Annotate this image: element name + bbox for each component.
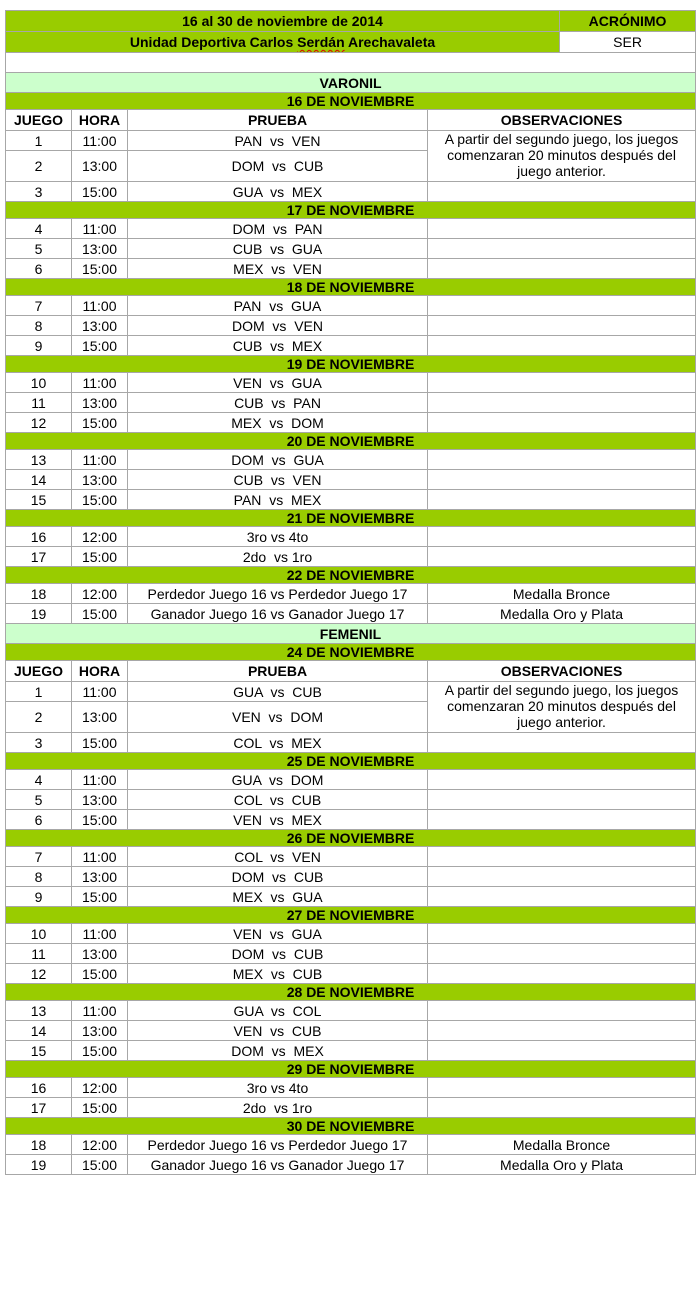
game-number: 14 bbox=[6, 1021, 72, 1041]
game-note bbox=[428, 1078, 696, 1098]
table-row bbox=[6, 239, 696, 259]
game-matchup: VEN vs DOM bbox=[128, 702, 428, 733]
game-note: Medalla Bronce bbox=[428, 584, 696, 604]
game-time: 15:00 bbox=[72, 336, 128, 356]
game-number: 11 bbox=[6, 944, 72, 964]
day-header-row bbox=[6, 984, 696, 1001]
game-number: 11 bbox=[6, 393, 72, 413]
blank-cell bbox=[6, 53, 696, 73]
column-header-notes: OBSERVACIONES bbox=[428, 110, 696, 131]
femenil-section-title: FEMENIL bbox=[6, 624, 696, 644]
game-number: 7 bbox=[6, 296, 72, 316]
game-note bbox=[428, 964, 696, 984]
table-row bbox=[6, 790, 696, 810]
table-row bbox=[6, 924, 696, 944]
game-matchup: 2do vs 1ro bbox=[128, 547, 428, 567]
game-time: 15:00 bbox=[72, 259, 128, 279]
day-header: 16 DE NOVIEMBRE bbox=[6, 93, 696, 110]
game-matchup: VEN vs CUB bbox=[128, 1021, 428, 1041]
game-time: 15:00 bbox=[72, 413, 128, 433]
game-matchup: 2do vs 1ro bbox=[128, 1098, 428, 1118]
game-matchup: CUB vs VEN bbox=[128, 470, 428, 490]
day-header: 18 DE NOVIEMBRE bbox=[6, 279, 696, 296]
game-time: 15:00 bbox=[72, 810, 128, 830]
game-number: 15 bbox=[6, 1041, 72, 1061]
game-matchup: DOM vs CUB bbox=[128, 151, 428, 182]
game-note: A partir del segundo juego, los juegos comenzaran 20 minutos después del juego anterior. bbox=[428, 131, 696, 182]
table-row bbox=[6, 259, 696, 279]
day-header: 17 DE NOVIEMBRE bbox=[6, 202, 696, 219]
game-matchup: PAN vs GUA bbox=[128, 296, 428, 316]
table-row bbox=[6, 867, 696, 887]
empty-note-cell bbox=[428, 733, 696, 753]
game-matchup: VEN vs GUA bbox=[128, 924, 428, 944]
game-time: 11:00 bbox=[72, 373, 128, 393]
venue-suffix: Arechavaleta bbox=[344, 34, 436, 50]
game-number: 15 bbox=[6, 490, 72, 510]
schedule-sheet bbox=[5, 10, 695, 1175]
game-note bbox=[428, 316, 696, 336]
table-row bbox=[6, 584, 696, 604]
game-matchup: MEX vs CUB bbox=[128, 964, 428, 984]
game-matchup: GUA vs CUB bbox=[128, 682, 428, 702]
game-number: 1 bbox=[6, 682, 72, 702]
table-row bbox=[6, 887, 696, 907]
column-header-game: JUEGO bbox=[6, 110, 72, 131]
game-number: 2 bbox=[6, 151, 72, 182]
game-note bbox=[428, 527, 696, 547]
day-header: 26 DE NOVIEMBRE bbox=[6, 830, 696, 847]
day-header-row bbox=[6, 567, 696, 584]
game-matchup: DOM vs VEN bbox=[128, 316, 428, 336]
game-matchup: PAN vs MEX bbox=[128, 490, 428, 510]
game-matchup: MEX vs VEN bbox=[128, 259, 428, 279]
day-header: 21 DE NOVIEMBRE bbox=[6, 510, 696, 527]
game-number: 19 bbox=[6, 604, 72, 624]
game-note bbox=[428, 296, 696, 316]
venue-misspelled-word: Serdán bbox=[297, 34, 345, 50]
game-time: 13:00 bbox=[72, 470, 128, 490]
game-matchup: VEN vs GUA bbox=[128, 373, 428, 393]
game-note bbox=[428, 336, 696, 356]
game-time: 11:00 bbox=[72, 296, 128, 316]
game-time: 15:00 bbox=[72, 1155, 128, 1175]
day-header: 29 DE NOVIEMBRE bbox=[6, 1061, 696, 1078]
blank-row bbox=[6, 53, 696, 73]
game-matchup: MEX vs DOM bbox=[128, 413, 428, 433]
game-time: 13:00 bbox=[72, 944, 128, 964]
game-note bbox=[428, 219, 696, 239]
day-header-row bbox=[6, 356, 696, 373]
game-note bbox=[428, 810, 696, 830]
game-time: 13:00 bbox=[72, 790, 128, 810]
day-header: 28 DE NOVIEMBRE bbox=[6, 984, 696, 1001]
table-row bbox=[6, 373, 696, 393]
game-number: 3 bbox=[6, 733, 72, 753]
game-matchup: PAN vs VEN bbox=[128, 131, 428, 151]
day-header: 27 DE NOVIEMBRE bbox=[6, 907, 696, 924]
game-note bbox=[428, 470, 696, 490]
game-matchup: DOM vs CUB bbox=[128, 867, 428, 887]
game-note bbox=[428, 770, 696, 790]
table-row bbox=[6, 547, 696, 567]
game-note bbox=[428, 867, 696, 887]
table-row bbox=[6, 1135, 696, 1155]
varonil-section-row bbox=[6, 73, 696, 93]
game-time: 11:00 bbox=[72, 219, 128, 239]
game-number: 10 bbox=[6, 924, 72, 944]
venue-title bbox=[6, 32, 560, 53]
game-note bbox=[428, 239, 696, 259]
game-number: 16 bbox=[6, 527, 72, 547]
game-number: 4 bbox=[6, 770, 72, 790]
game-number: 7 bbox=[6, 847, 72, 867]
game-matchup: GUA vs COL bbox=[128, 1001, 428, 1021]
game-time: 11:00 bbox=[72, 1001, 128, 1021]
game-number: 9 bbox=[6, 887, 72, 907]
table-row bbox=[6, 413, 696, 433]
game-time: 11:00 bbox=[72, 682, 128, 702]
game-note: Medalla Oro y Plata bbox=[428, 604, 696, 624]
day-header-row bbox=[6, 830, 696, 847]
game-number: 3 bbox=[6, 182, 72, 202]
game-number: 19 bbox=[6, 1155, 72, 1175]
game-time: 12:00 bbox=[72, 584, 128, 604]
game-note bbox=[428, 1021, 696, 1041]
game-note bbox=[428, 393, 696, 413]
column-header-row bbox=[6, 110, 696, 131]
game-note bbox=[428, 1001, 696, 1021]
day-header: 22 DE NOVIEMBRE bbox=[6, 567, 696, 584]
game-time: 13:00 bbox=[72, 702, 128, 733]
table-row bbox=[6, 490, 696, 510]
game-matchup: GUA vs MEX bbox=[128, 182, 428, 202]
game-time: 13:00 bbox=[72, 151, 128, 182]
empty-note-cell bbox=[428, 182, 696, 202]
game-time: 13:00 bbox=[72, 393, 128, 413]
table-row bbox=[6, 1155, 696, 1175]
venue-prefix: Unidad Deportiva Carlos bbox=[129, 34, 298, 50]
game-time: 13:00 bbox=[72, 867, 128, 887]
game-note bbox=[428, 259, 696, 279]
day-header-row bbox=[6, 279, 696, 296]
game-note: Medalla Oro y Plata bbox=[428, 1155, 696, 1175]
game-note bbox=[428, 373, 696, 393]
column-header-row bbox=[6, 661, 696, 682]
game-note bbox=[428, 413, 696, 433]
table-row bbox=[6, 1041, 696, 1061]
game-matchup: CUB vs MEX bbox=[128, 336, 428, 356]
header-row-dates bbox=[6, 11, 696, 32]
game-number: 12 bbox=[6, 964, 72, 984]
table-row bbox=[6, 336, 696, 356]
table-row bbox=[6, 964, 696, 984]
game-time: 12:00 bbox=[72, 1135, 128, 1155]
game-note bbox=[428, 450, 696, 470]
table-row bbox=[6, 316, 696, 336]
game-number: 17 bbox=[6, 1098, 72, 1118]
game-time: 15:00 bbox=[72, 887, 128, 907]
table-row bbox=[6, 131, 696, 151]
game-matchup: DOM vs GUA bbox=[128, 450, 428, 470]
table-row bbox=[6, 847, 696, 867]
game-note bbox=[428, 887, 696, 907]
day-header: 25 DE NOVIEMBRE bbox=[6, 753, 696, 770]
table-row bbox=[6, 1001, 696, 1021]
day-header: 30 DE NOVIEMBRE bbox=[6, 1118, 696, 1135]
table-row bbox=[6, 770, 696, 790]
game-time: 13:00 bbox=[72, 1021, 128, 1041]
game-matchup: COL vs CUB bbox=[128, 790, 428, 810]
game-number: 13 bbox=[6, 1001, 72, 1021]
game-number: 18 bbox=[6, 1135, 72, 1155]
game-time: 15:00 bbox=[72, 1041, 128, 1061]
game-matchup: 3ro vs 4to bbox=[128, 527, 428, 547]
table-row bbox=[6, 1078, 696, 1098]
column-header-game: JUEGO bbox=[6, 661, 72, 682]
game-number: 5 bbox=[6, 790, 72, 810]
day-header: 19 DE NOVIEMBRE bbox=[6, 356, 696, 373]
column-header-event: PRUEBA bbox=[128, 110, 428, 131]
table-row bbox=[6, 682, 696, 702]
game-number: 6 bbox=[6, 810, 72, 830]
game-matchup: CUB vs GUA bbox=[128, 239, 428, 259]
game-number: 8 bbox=[6, 867, 72, 887]
table-row bbox=[6, 527, 696, 547]
table-row bbox=[6, 944, 696, 964]
day-header: 20 DE NOVIEMBRE bbox=[6, 433, 696, 450]
schedule-table bbox=[5, 10, 696, 1175]
game-matchup: GUA vs DOM bbox=[128, 770, 428, 790]
game-number: 5 bbox=[6, 239, 72, 259]
game-matchup: Perdedor Juego 16 vs Perdedor Juego 17 bbox=[128, 1135, 428, 1155]
game-matchup: DOM vs PAN bbox=[128, 219, 428, 239]
game-time: 11:00 bbox=[72, 770, 128, 790]
table-row bbox=[6, 810, 696, 830]
game-time: 11:00 bbox=[72, 450, 128, 470]
game-time: 15:00 bbox=[72, 604, 128, 624]
column-header-time: HORA bbox=[72, 110, 128, 131]
game-matchup: COL vs MEX bbox=[128, 733, 428, 753]
day-header-row bbox=[6, 510, 696, 527]
game-time: 15:00 bbox=[72, 547, 128, 567]
game-number: 4 bbox=[6, 219, 72, 239]
game-time: 11:00 bbox=[72, 847, 128, 867]
game-matchup: Ganador Juego 16 vs Ganador Juego 17 bbox=[128, 1155, 428, 1175]
table-row bbox=[6, 470, 696, 490]
game-note bbox=[428, 790, 696, 810]
game-number: 18 bbox=[6, 584, 72, 604]
game-number: 9 bbox=[6, 336, 72, 356]
game-note bbox=[428, 924, 696, 944]
game-matchup: DOM vs MEX bbox=[128, 1041, 428, 1061]
game-number: 6 bbox=[6, 259, 72, 279]
game-time: 11:00 bbox=[72, 924, 128, 944]
game-number: 10 bbox=[6, 373, 72, 393]
game-matchup: 3ro vs 4to bbox=[128, 1078, 428, 1098]
day-header-row bbox=[6, 1061, 696, 1078]
day-header-row bbox=[6, 1118, 696, 1135]
game-time: 12:00 bbox=[72, 527, 128, 547]
table-row bbox=[6, 219, 696, 239]
day-header-row bbox=[6, 202, 696, 219]
day-header-row bbox=[6, 433, 696, 450]
day-header-row bbox=[6, 93, 696, 110]
header-row-venue bbox=[6, 32, 696, 53]
day-header: 24 DE NOVIEMBRE bbox=[6, 644, 696, 661]
table-row bbox=[6, 604, 696, 624]
game-note bbox=[428, 1041, 696, 1061]
table-row bbox=[6, 393, 696, 413]
game-matchup: COL vs VEN bbox=[128, 847, 428, 867]
game-time: 15:00 bbox=[72, 733, 128, 753]
game-matchup: Perdedor Juego 16 vs Perdedor Juego 17 bbox=[128, 584, 428, 604]
game-time: 11:00 bbox=[72, 131, 128, 151]
game-note bbox=[428, 547, 696, 567]
game-note bbox=[428, 944, 696, 964]
acronym-value: SER bbox=[560, 32, 696, 53]
game-number: 14 bbox=[6, 470, 72, 490]
varonil-section-title: VARONIL bbox=[6, 73, 696, 93]
game-time: 13:00 bbox=[72, 316, 128, 336]
game-note: Medalla Bronce bbox=[428, 1135, 696, 1155]
table-row bbox=[6, 450, 696, 470]
game-number: 16 bbox=[6, 1078, 72, 1098]
column-header-time: HORA bbox=[72, 661, 128, 682]
game-matchup: CUB vs PAN bbox=[128, 393, 428, 413]
day-header-row bbox=[6, 753, 696, 770]
acronym-label: ACRÓNIMO bbox=[560, 11, 696, 32]
game-matchup: MEX vs GUA bbox=[128, 887, 428, 907]
table-row bbox=[6, 1021, 696, 1041]
column-header-notes: OBSERVACIONES bbox=[428, 661, 696, 682]
column-header-event: PRUEBA bbox=[128, 661, 428, 682]
game-time: 12:00 bbox=[72, 1078, 128, 1098]
game-note bbox=[428, 490, 696, 510]
date-range-title: 16 al 30 de noviembre de 2014 bbox=[6, 11, 560, 32]
game-time: 15:00 bbox=[72, 182, 128, 202]
game-number: 1 bbox=[6, 131, 72, 151]
game-number: 8 bbox=[6, 316, 72, 336]
game-time: 15:00 bbox=[72, 964, 128, 984]
game-time: 15:00 bbox=[72, 1098, 128, 1118]
table-row bbox=[6, 733, 696, 753]
game-number: 2 bbox=[6, 702, 72, 733]
table-row bbox=[6, 296, 696, 316]
game-matchup: Ganador Juego 16 vs Ganador Juego 17 bbox=[128, 604, 428, 624]
game-time: 13:00 bbox=[72, 239, 128, 259]
game-matchup: VEN vs MEX bbox=[128, 810, 428, 830]
day-header-row bbox=[6, 907, 696, 924]
game-matchup: DOM vs CUB bbox=[128, 944, 428, 964]
game-note: A partir del segundo juego, los juegos comenzaran 20 minutos después del juego anterior. bbox=[428, 682, 696, 733]
game-number: 12 bbox=[6, 413, 72, 433]
table-row bbox=[6, 1098, 696, 1118]
game-number: 13 bbox=[6, 450, 72, 470]
table-row bbox=[6, 182, 696, 202]
game-number: 17 bbox=[6, 547, 72, 567]
day-header-row bbox=[6, 644, 696, 661]
game-time: 15:00 bbox=[72, 490, 128, 510]
game-note bbox=[428, 1098, 696, 1118]
game-note bbox=[428, 847, 696, 867]
femenil-section-row bbox=[6, 624, 696, 644]
